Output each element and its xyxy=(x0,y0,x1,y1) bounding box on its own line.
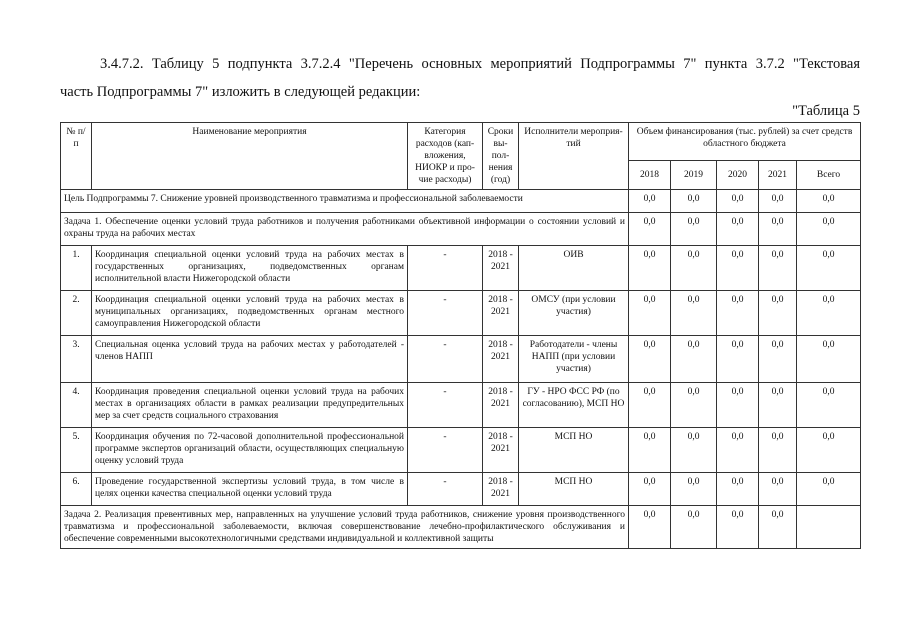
row-terms: 2018 - 2021 xyxy=(483,428,519,473)
task2-row xyxy=(61,506,861,549)
row-terms: 2018 - 2021 xyxy=(483,336,519,383)
goal-row xyxy=(61,190,861,213)
row-category: - xyxy=(408,428,483,473)
row-value-2021: 0,0 xyxy=(759,336,797,383)
header-year-2021: 2021 xyxy=(759,161,797,190)
row-value-2021: 0,0 xyxy=(759,246,797,291)
goal-value-2021: 0,0 xyxy=(759,190,797,213)
intro-line-1: 3.4.7.2. Таблицу 5 подпункта 3.7.2.4 "Перечень основных мероприятий Подпрограммы 7" пункта 3.7.2 "Текстовая xyxy=(100,56,860,72)
row-terms: 2018 - 2021 xyxy=(483,383,519,428)
table-row xyxy=(61,291,861,336)
row-name: Специальная оценка условий труда на рабочих местах у работодателей - членов НАПП xyxy=(92,336,408,383)
goal-value-2019: 0,0 xyxy=(671,190,717,213)
task2-value-2021: 0,0 xyxy=(759,506,797,549)
row-value-2020: 0,0 xyxy=(717,291,759,336)
header-year-2020: 2020 xyxy=(717,161,759,190)
row-value-2019: 0,0 xyxy=(671,383,717,428)
row-category: - xyxy=(408,246,483,291)
row-executor: ГУ - НРО ФСС РФ (по согласованию), МСП НО xyxy=(519,383,629,428)
row-name: Проведение государственной экспертизы условий труда, в том числе в целях оценки качества специальной оценки условий труда xyxy=(92,473,408,506)
header-num: № п/п xyxy=(61,123,92,190)
row-category: - xyxy=(408,383,483,428)
task1-value-total: 0,0 xyxy=(797,213,861,246)
task1-value-2018: 0,0 xyxy=(629,213,671,246)
intro-line-2: часть Подпрограммы 7" изложить в следующей редакции: xyxy=(60,84,421,100)
task2-value-2020: 0,0 xyxy=(717,506,759,549)
row-value-2018: 0,0 xyxy=(629,473,671,506)
task1-value-2020: 0,0 xyxy=(717,213,759,246)
row-value-2020: 0,0 xyxy=(717,336,759,383)
row-name: Координация обучения по 72-часовой дополнительной профессиональной программе экспертов организаций области, осуществляющих специальную оценку условий труда xyxy=(92,428,408,473)
row-name: Координация специальной оценки условий труда на рабочих местах в государственных организациях, подведомственных органам исполнительной власти Нижегородской области xyxy=(92,246,408,291)
row-value-2018: 0,0 xyxy=(629,383,671,428)
row-value-2019: 0,0 xyxy=(671,473,717,506)
row-value-2020: 0,0 xyxy=(717,383,759,428)
task1-row xyxy=(61,213,861,246)
intro-paragraph xyxy=(60,50,860,106)
row-value-2019: 0,0 xyxy=(671,336,717,383)
measures-table xyxy=(60,122,861,549)
row-value-2018: 0,0 xyxy=(629,428,671,473)
row-value-total: 0,0 xyxy=(797,291,861,336)
header-total: Всего xyxy=(797,161,861,190)
task2-value-total xyxy=(797,506,861,549)
row-value-total: 0,0 xyxy=(797,428,861,473)
row-value-2021: 0,0 xyxy=(759,291,797,336)
table-row xyxy=(61,383,861,428)
table-caption: "Таблица 5 xyxy=(792,103,860,119)
row-terms: 2018 - 2021 xyxy=(483,246,519,291)
task2-text: Задача 2. Реализация превентивных мер, направленных на улучшение условий труда работников, снижение уровня производственного травматизма и профессиональной заболеваемости, включая совершенствование лечебно-профилактического обслуживания и обеспечение современными высокотехнологичными средствами индивидуальной и коллективной защиты xyxy=(61,506,629,549)
row-category: - xyxy=(408,473,483,506)
row-value-2019: 0,0 xyxy=(671,291,717,336)
row-num: 6. xyxy=(61,473,92,506)
task2-value-2019: 0,0 xyxy=(671,506,717,549)
row-category: - xyxy=(408,336,483,383)
row-value-2020: 0,0 xyxy=(717,428,759,473)
row-value-total: 0,0 xyxy=(797,383,861,428)
header-terms: Сроки вы-пол-нения (год) xyxy=(483,123,519,190)
goal-value-total: 0,0 xyxy=(797,190,861,213)
goal-value-2018: 0,0 xyxy=(629,190,671,213)
row-value-2019: 0,0 xyxy=(671,428,717,473)
table-row xyxy=(61,428,861,473)
row-value-2018: 0,0 xyxy=(629,291,671,336)
row-value-total: 0,0 xyxy=(797,336,861,383)
row-num: 3. xyxy=(61,336,92,383)
header-funding: Объем финансирования (тыс. рублей) за счет средств областного бюджета xyxy=(629,123,861,161)
row-name: Координация специальной оценки условий труда на рабочих местах в муниципальных организациях, подведомственных органам местного самоуправления Нижегородской области xyxy=(92,291,408,336)
task2-value-2018: 0,0 xyxy=(629,506,671,549)
header-year-2019: 2019 xyxy=(671,161,717,190)
row-num: 5. xyxy=(61,428,92,473)
row-value-2020: 0,0 xyxy=(717,246,759,291)
goal-value-2020: 0,0 xyxy=(717,190,759,213)
header-category: Категория расходов (кап-вложения, НИОКР и про-чие расходы) xyxy=(408,123,483,190)
row-executor: ОМСУ (при условии участия) xyxy=(519,291,629,336)
row-value-2018: 0,0 xyxy=(629,336,671,383)
goal-text: Цель Подпрограммы 7. Снижение уровней производственного травматизма и профессиональной заболеваемости xyxy=(61,190,629,213)
row-executor: ОИВ xyxy=(519,246,629,291)
row-num: 2. xyxy=(61,291,92,336)
row-value-2019: 0,0 xyxy=(671,246,717,291)
header-executors: Исполнители мероприя-тий xyxy=(519,123,629,190)
row-executor: МСП НО xyxy=(519,428,629,473)
header-row-1 xyxy=(61,123,861,161)
task1-value-2021: 0,0 xyxy=(759,213,797,246)
row-num: 4. xyxy=(61,383,92,428)
row-value-total: 0,0 xyxy=(797,246,861,291)
row-value-2021: 0,0 xyxy=(759,473,797,506)
row-executor: МСП НО xyxy=(519,473,629,506)
task1-value-2019: 0,0 xyxy=(671,213,717,246)
row-num: 1. xyxy=(61,246,92,291)
row-value-total: 0,0 xyxy=(797,473,861,506)
row-category: - xyxy=(408,291,483,336)
table-row xyxy=(61,336,861,383)
row-value-2018: 0,0 xyxy=(629,246,671,291)
table-row xyxy=(61,246,861,291)
row-name: Координация проведения специальной оценки условий труда на рабочих местах в организациях области в рамках реализации предупредительных мер за счет средств социального страхования xyxy=(92,383,408,428)
row-terms: 2018 - 2021 xyxy=(483,291,519,336)
row-executor: Работодатели - члены НАПП (при условии участия) xyxy=(519,336,629,383)
row-terms: 2018 - 2021 xyxy=(483,473,519,506)
header-year-2018: 2018 xyxy=(629,161,671,190)
task1-text: Задача 1. Обеспечение оценки условий труда работников и получения работниками объективной информации о состоянии условий и охраны труда на рабочих местах xyxy=(61,213,629,246)
header-name: Наименование мероприятия xyxy=(92,123,408,190)
table-row xyxy=(61,473,861,506)
row-value-2020: 0,0 xyxy=(717,473,759,506)
row-value-2021: 0,0 xyxy=(759,383,797,428)
row-value-2021: 0,0 xyxy=(759,428,797,473)
